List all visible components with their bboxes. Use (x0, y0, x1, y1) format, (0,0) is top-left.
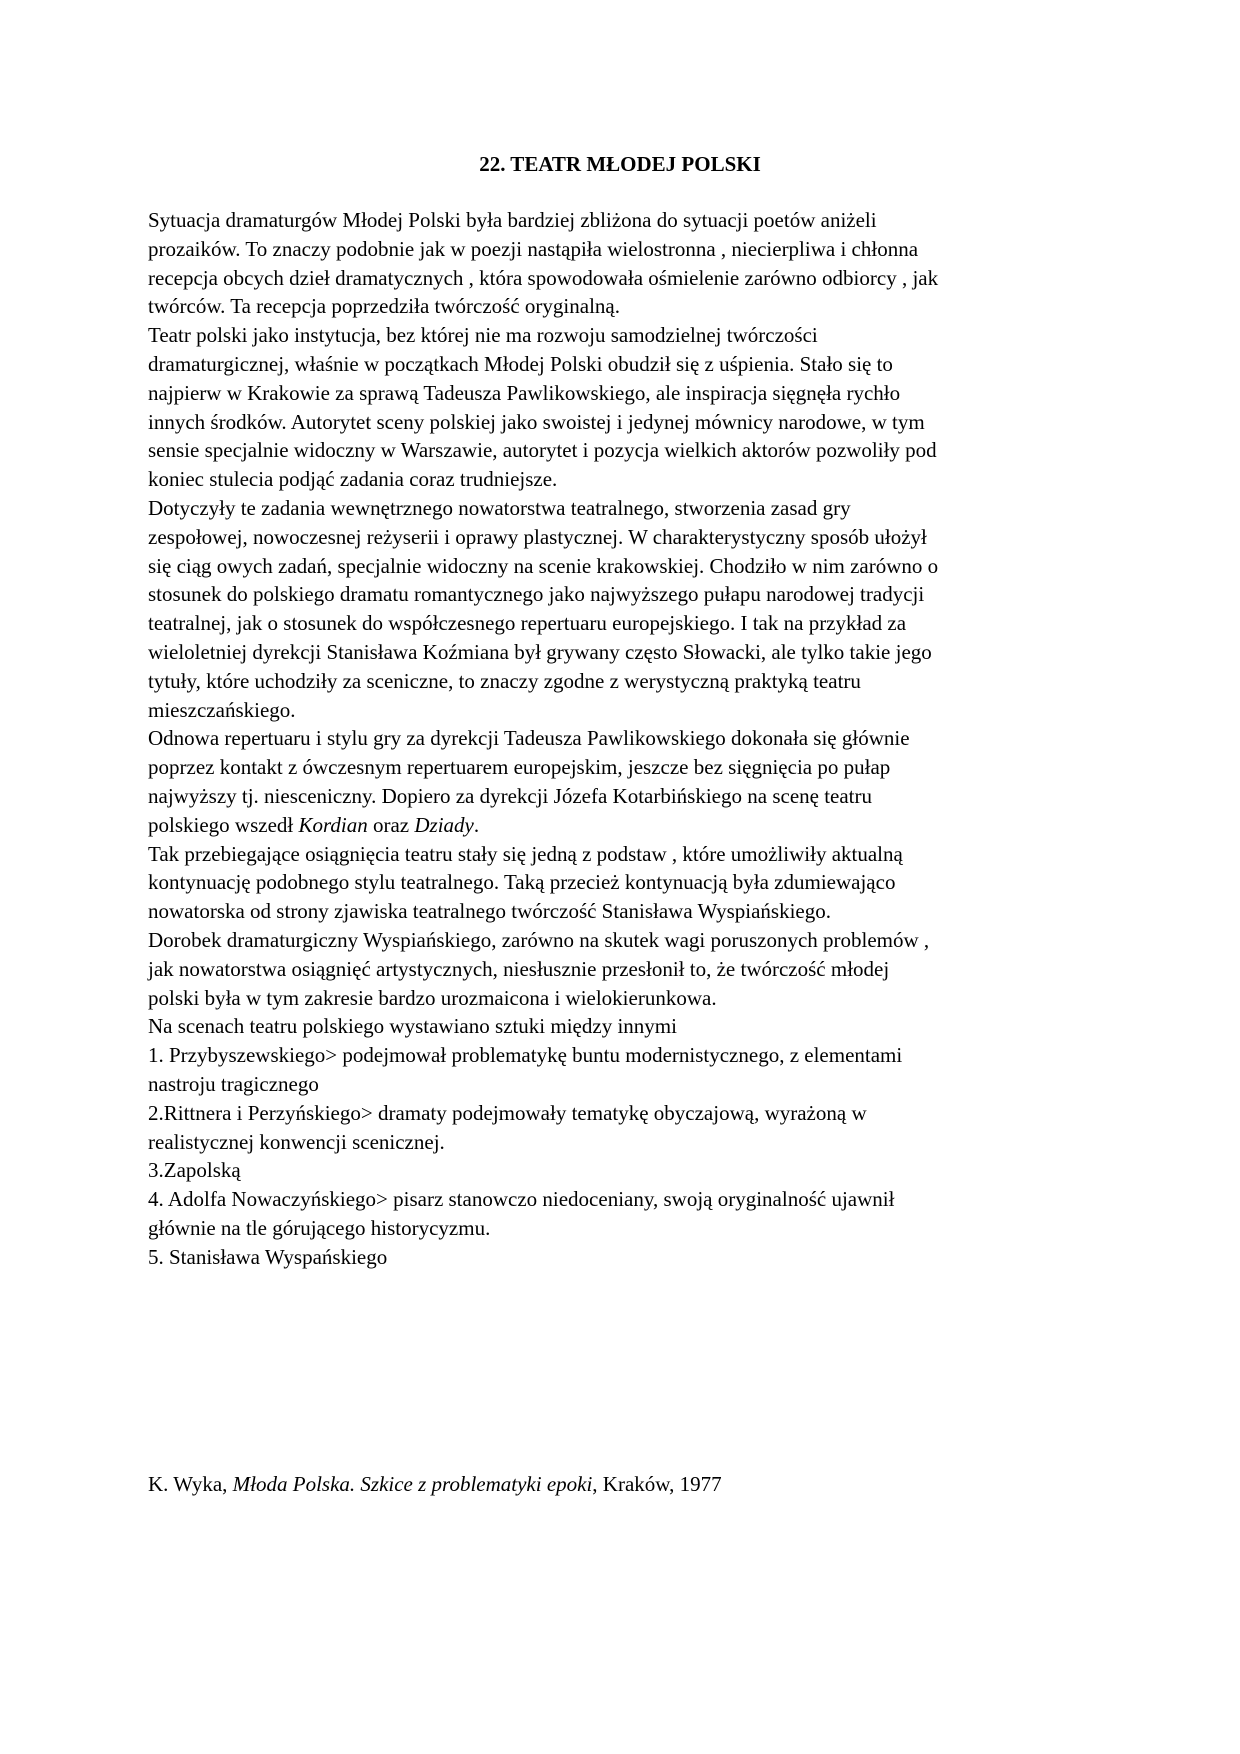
text-line: twórców. Ta recepcja poprzedziła twórczość oryginalną. (148, 294, 620, 319)
text-line-kordian (148, 811, 1108, 840)
text-line: mieszczańskiego. (148, 697, 296, 722)
text-line: najwyższy tj. niesceniczny. Dopiero za dyrekcji Józefa Kotarbińskiego na scenę teatru (148, 783, 873, 808)
citation-work-title: Młoda Polska. Szkice z problematyki epoki (232, 1472, 593, 1496)
text-line: się ciąg owych zadań, specjalnie widoczny na scenie krakowskiej. Chodziło w nim zarówno o (148, 553, 939, 578)
list-item: 1. Przybyszewskiego> podejmował problematykę buntu modernistycznego, z elementami (148, 1043, 903, 1068)
text-line: zespołowej, nowoczesnej reżyserii i oprawy plastycznej. W charakterystyczny sposób ułożył (148, 524, 927, 549)
text-line: Na scenach teatru polskiego wystawiano sztuki między innymi (148, 1014, 677, 1039)
work-title-dziady: Dziady (414, 812, 474, 837)
text-line: wieloletniej dyrekcji Stanisława Koźmiana był grywany często Słowacki, ale tylko takie jego (148, 639, 932, 664)
text-line: recepcja obcych dzieł dramatycznych , która spowodowała ośmielenie zarówno odbiorcy , jak (148, 265, 939, 290)
text-line: poprzez kontakt z ówczesnym repertuarem europejskim, jeszcze bez sięgnięcia po pułap (148, 755, 891, 780)
work-title-kordian: Kordian (298, 812, 368, 837)
text-line: stosunek do polskiego dramatu romantycznego jako najwyższego pułapu narodowej tradycji (148, 582, 925, 607)
text-line: Teatr polski jako instytucja, bez której nie ma rozwoju samodzielnej twórczości (148, 323, 818, 348)
text-fragment: oraz (367, 812, 415, 837)
citation-details: , Kraków, 1977 (592, 1472, 722, 1496)
text-line: kontynuację podobnego stylu teatralnego. Taką przecież kontynuacją była zdumiewająco (148, 870, 896, 895)
text-line: prozaików. To znaczy podobnie jak w poezji nastąpiła wielostronna , niecierpliwa i chłonna (148, 236, 919, 261)
text-line: najpierw w Krakowie za sprawą Tadeusza Pawlikowskiego, ale inspiracja sięgnęła rychło (148, 380, 901, 405)
text-line: polski była w tym zakresie bardzo urozmaicona i wielokierunkowa. (148, 985, 717, 1010)
text-line: głównie na tle górującego historycyzmu. (148, 1215, 491, 1240)
text-line: teatralnej, jak o stosunek do współczesnego repertuaru europejskiego. I tak na przykład za (148, 611, 907, 636)
text-line: Tak przebiegające osiągnięcia teatru stały się jedną z podstaw , które umożliwiły aktualną (148, 841, 903, 866)
text-fragment: . (473, 812, 480, 837)
text-fragment: polskiego wszedł (148, 812, 299, 837)
list-item: 4. Adolfa Nowaczyńskiego> pisarz stanowczo niedoceniany, swoją oryginalność ujawnił (148, 1187, 895, 1212)
text-line: Odnowa repertuaru i stylu gry za dyrekcji Tadeusza Pawlikowskiego dokonała się głównie (148, 726, 910, 751)
text-line: jak nowatorstwa osiągnięć artystycznych, niesłusznie przesłonił to, że twórczość młodej (148, 956, 890, 981)
citation (148, 1470, 722, 1498)
document-body (148, 206, 1108, 1271)
text-line: nowatorska od strony zjawiska teatralnego twórczość Stanisława Wyspiańskiego. (148, 899, 832, 924)
text-line: dramaturgicznej, właśnie w początkach Młodej Polski obudził się z uśpienia. Stało się to (148, 351, 893, 376)
text-line: sensie specjalnie widoczny w Warszawie, autorytet i pozycja wielkich aktorów pozwoliły pod (148, 438, 937, 463)
text-line: Dorobek dramaturgiczny Wyspiańskiego, zarówno na skutek wagi poruszonych problemów , (148, 927, 930, 952)
text-line: tytuły, które uchodziły za sceniczne, to znaczy zgodne z werystyczną praktyką teatru (148, 668, 861, 693)
citation-author: K. Wyka, (148, 1472, 233, 1496)
document-title: 22. TEATR MŁODEJ POLSKI (479, 152, 761, 176)
list-item: 2.Rittnera i Perzyńskiego> dramaty podejmowały tematykę obyczajową, wyrażoną w (148, 1100, 867, 1125)
text-line: Sytuacja dramaturgów Młodej Polski była bardziej zbliżona do sytuacji poetów aniżeli (148, 208, 877, 232)
list-item: 3.Zapolską (148, 1158, 241, 1183)
text-line: innych środków. Autorytet sceny polskiej jako swoistej i jedynej mównicy narodowe, w tym (148, 409, 925, 434)
text-line: nastroju tragicznego (148, 1071, 319, 1096)
text-line: Dotyczyły te zadania wewnętrznego nowatorstwa teatralnego, stworzenia zasad gry (148, 495, 851, 520)
text-line: koniec stulecia podjąć zadania coraz trudniejsze. (148, 467, 558, 492)
list-item: 5. Stanisława Wyspańskiego (148, 1244, 388, 1269)
text-line: realistycznej konwencji scenicznej. (148, 1129, 445, 1154)
